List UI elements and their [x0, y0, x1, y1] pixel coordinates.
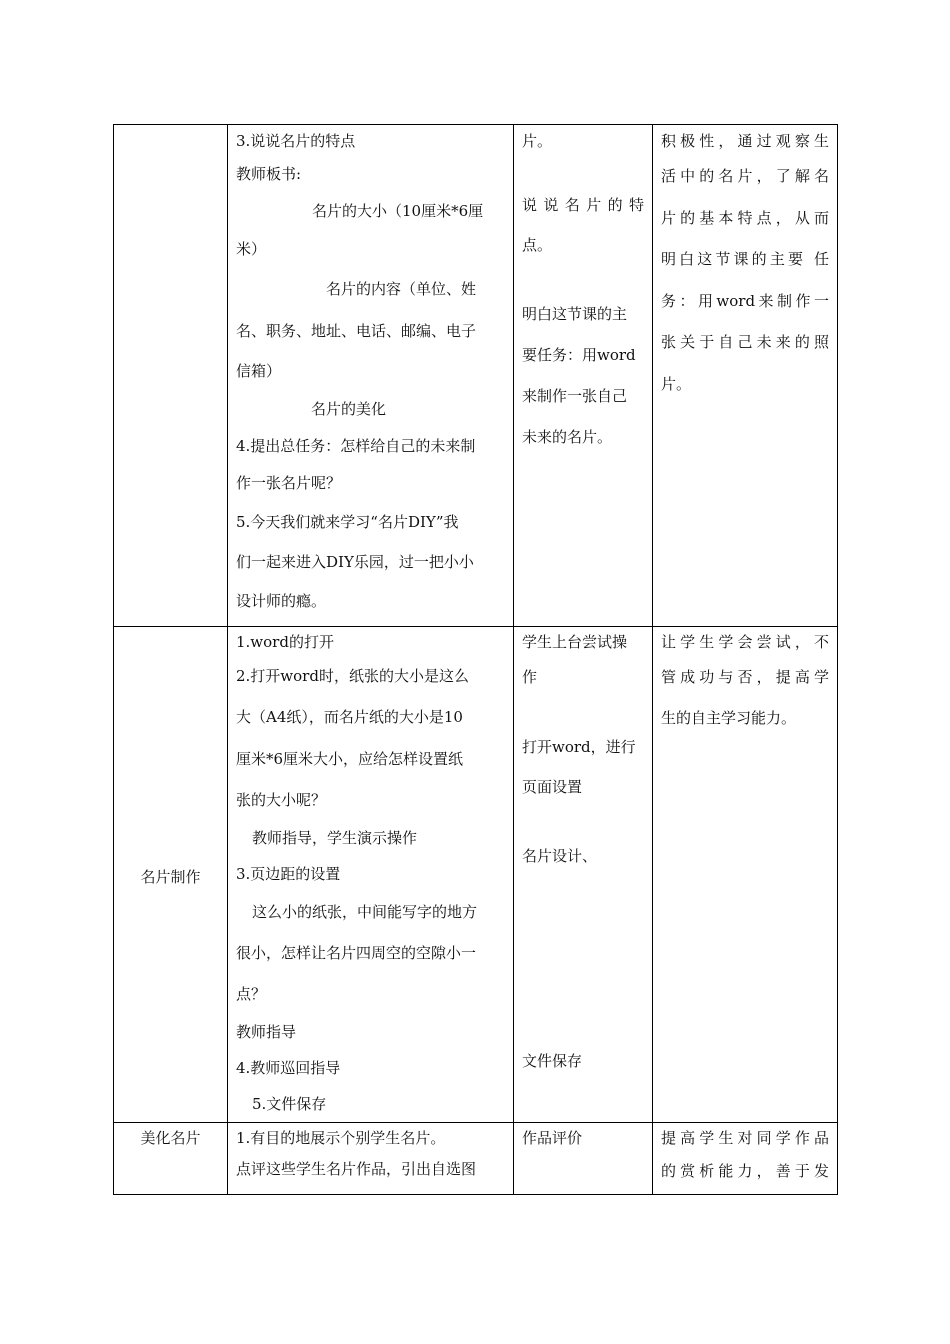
teacher-line: 5.文件保存	[252, 1095, 327, 1113]
phase-cell: 美化名片	[114, 1123, 228, 1195]
teacher-line: 名片的内容（单位、姓	[326, 280, 477, 298]
student-line: 打开word，进行	[522, 738, 636, 756]
teacher-line: 教师指导	[236, 1023, 297, 1041]
teacher-line: 4.教师巡回指导	[236, 1059, 341, 1077]
table-row	[114, 627, 838, 1123]
intent-line: 让学生学会尝试，不	[661, 633, 829, 651]
student-line: 名片设计、	[522, 847, 598, 865]
intent-line: 的赏析能力，善于发	[661, 1162, 829, 1180]
intent-line: 明白这节课的主要 任	[661, 250, 829, 268]
lesson-plan-table	[113, 124, 838, 1195]
student-line: 页面设置	[522, 778, 583, 796]
teacher-line: 2.打开word时，纸张的大小是这么	[236, 667, 469, 685]
design-intent-cell	[653, 125, 838, 627]
intent-line: 提高学生对同学作品	[661, 1129, 829, 1147]
phase-cell: 名片制作	[114, 627, 228, 1123]
intent-line: 片的基本特点，从而	[661, 208, 829, 227]
student-line: 学生上台尝试操	[522, 633, 628, 651]
table-row	[114, 1123, 838, 1195]
teacher-activity-cell	[228, 1123, 514, 1195]
teacher-line: 张的大小呢？	[236, 791, 327, 809]
student-activity-cell	[514, 627, 653, 1123]
student-line: 点。	[522, 236, 553, 254]
teacher-line: 设计师的瘾。	[236, 592, 327, 610]
design-intent-cell	[653, 1123, 838, 1195]
teacher-line: 米）	[236, 240, 267, 258]
teacher-line: 3.页边距的设置	[236, 865, 341, 883]
student-line: 来制作一张自己	[522, 387, 628, 405]
teacher-line: 们一起来进入DIY乐园，过一把小小	[236, 553, 474, 571]
teacher-line: 4.提出总任务：怎样给自己的未来制	[236, 437, 476, 455]
student-line: 文件保存	[522, 1052, 583, 1070]
phase-cell	[114, 125, 228, 627]
table-row	[114, 125, 838, 627]
intent-line: 片。	[661, 374, 692, 393]
intent-line: 积极性，通过观察生	[661, 132, 829, 150]
student-line: 未来的名片。	[522, 428, 613, 446]
teacher-line: 名、职务、地址、电话、邮编、电子	[236, 322, 477, 340]
teacher-line: 1.有目的地展示个别学生名片。	[236, 1129, 446, 1147]
student-activity-cell	[514, 1123, 653, 1195]
teacher-line: 3.说说名片的特点	[236, 132, 356, 150]
teacher-line: 5.今天我们就来学习“名片DIY”我	[236, 513, 459, 531]
teacher-line: 厘米*6厘米大小，应给怎样设置纸	[236, 750, 464, 768]
design-intent-cell	[653, 627, 838, 1123]
teacher-line: 很小，怎样让名片四周空的空隙小一	[236, 944, 477, 962]
teacher-line: 点评这些学生名片作品，引出自选图	[236, 1160, 477, 1178]
student-line: 明白这节课的主	[522, 305, 628, 323]
intent-line: 生的自主学习能力。	[661, 709, 797, 727]
teacher-activity-cell	[228, 125, 514, 627]
student-line: 说说名片的特	[522, 196, 644, 214]
teacher-line: 1.word的打开	[236, 633, 334, 651]
intent-line: 务：用word来制作一	[661, 291, 829, 310]
teacher-line: 这么小的纸张，中间能写字的地方	[252, 903, 478, 921]
student-line: 作品评价	[522, 1129, 583, 1147]
teacher-activity-cell	[228, 627, 514, 1123]
student-line: 片。	[522, 132, 553, 150]
student-activity-cell	[514, 125, 653, 627]
student-line: 作	[522, 668, 538, 686]
intent-line: 活中的名片，了解名	[661, 167, 829, 185]
student-line: 要任务：用word	[522, 346, 636, 364]
teacher-line: 名片的大小（10厘米*6厘	[312, 202, 484, 220]
intent-line: 张关于自己未来的照	[661, 333, 829, 351]
teacher-line: 教师指导，学生演示操作	[252, 829, 418, 847]
teacher-line: 名片的美化	[311, 400, 387, 418]
intent-line: 管成功与否，提高学	[661, 668, 829, 686]
teacher-line: 教师板书:	[236, 165, 302, 183]
teacher-line: 点？	[236, 985, 267, 1003]
teacher-line: 作一张名片呢？	[236, 474, 342, 492]
teacher-line: 大（A4纸），而名片纸的大小是10	[236, 708, 463, 726]
teacher-line: 信箱）	[236, 362, 282, 380]
